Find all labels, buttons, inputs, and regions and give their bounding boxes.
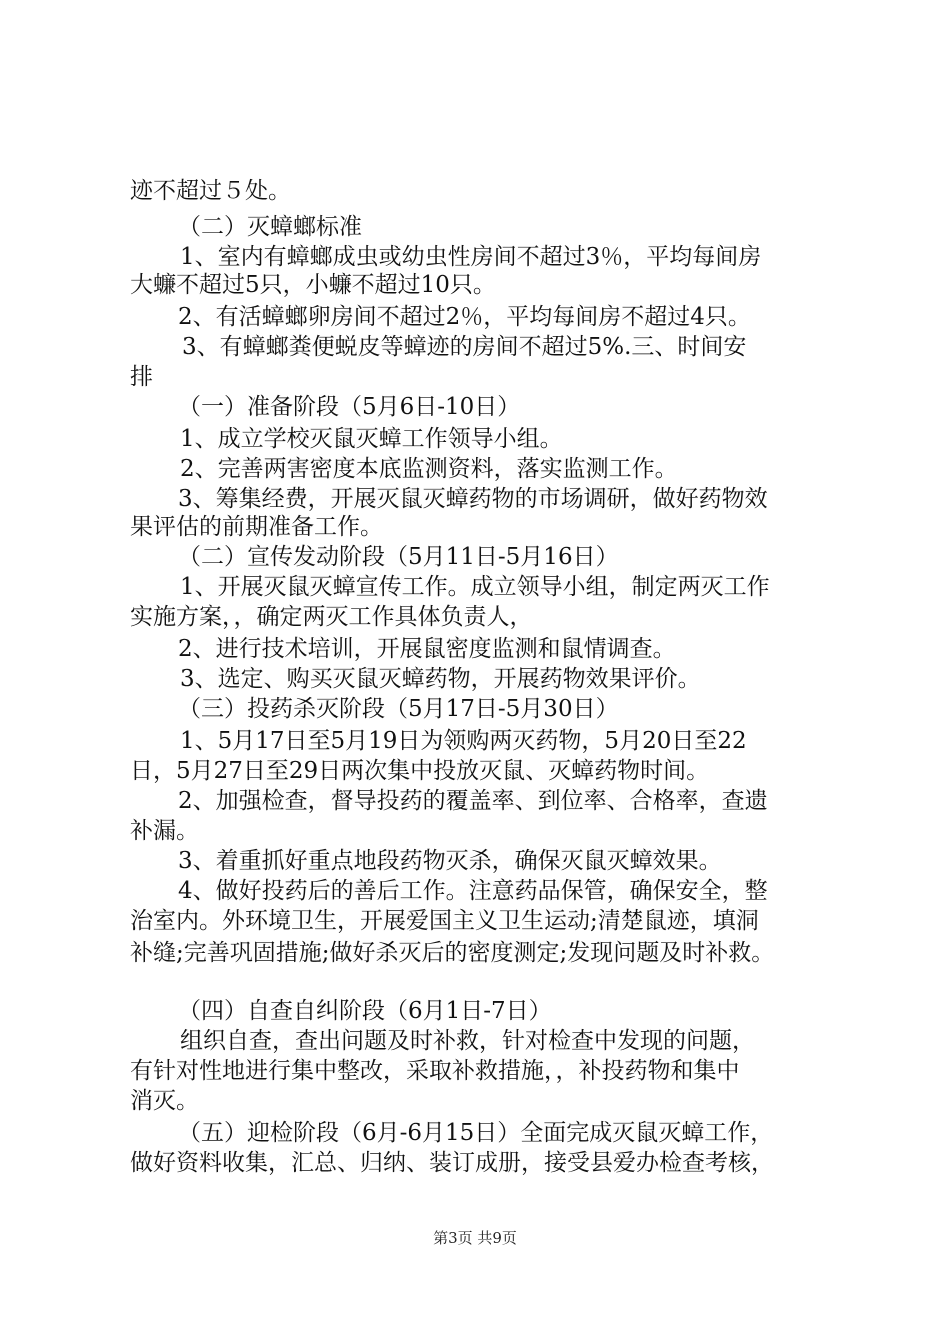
text-line: 3、着重抓好重点地段药物灭杀，确保灭鼠灭蟑效果。	[178, 848, 722, 874]
text-line: 日，5月27日至29日两次集中投放灭鼠、灭蟑药物时间。	[130, 758, 710, 784]
text-line: 1、开展灭鼠灭蟑宣传工作。成立领导小组，制定两灭工作	[180, 574, 770, 600]
text-line: 组织自查，查出问题及时补救，针对检查中发现的问题，	[180, 1028, 755, 1054]
text-line: 1、5月17日至5月19日为领购两灭药物，5月20日至22	[180, 728, 747, 754]
section-heading: （五）迎检阶段（6月-6月15日）全面完成灭鼠灭蟑工作，	[178, 1120, 774, 1146]
section-heading: （三）投药杀灭阶段（5月17日-5月30日）	[178, 696, 619, 722]
text-line: 治室内。外环境卫生，开展爱国主义卫生运动;清楚鼠迹，填洞	[130, 908, 759, 934]
text-line: 2、完善两害密度本底监测资料，落实监测工作。	[180, 456, 678, 482]
text-line: 补缝;完善巩固措施;做好杀灭后的密度测定;发现问题及时补救。	[130, 940, 775, 966]
section-heading: （二）灭蟑螂标准	[178, 214, 362, 240]
text-line: 做好资料收集，汇总、归纳、装订成册，接受县爱办检查考核，	[130, 1150, 774, 1176]
text-line: 2、加强检查，督导投药的覆盖率、到位率、合格率，查遗	[178, 788, 768, 814]
section-heading: （四）自查自纠阶段（6月1日-7日）	[178, 998, 552, 1024]
text-line: 3、选定、购买灭鼠灭蟑药物，开展药物效果评价。	[180, 666, 701, 692]
text-line: 有针对性地进行集中整改，采取补救措施，，补投药物和集中	[130, 1058, 740, 1084]
text-line: 3、筹集经费，开展灭鼠灭蟑药物的市场调研，做好药物效	[178, 486, 768, 512]
text-line: 补漏。	[130, 818, 199, 844]
text-line: 2、进行技术培训，开展鼠密度监测和鼠情调查。	[178, 636, 676, 662]
section-heading: （一）准备阶段（5月6日-10日）	[178, 394, 521, 420]
text-line: 大蠊不超过5只，小蠊不超过10只。	[130, 272, 496, 298]
text-line: 4、做好投药后的善后工作。注意药品保管，确保安全，整	[178, 878, 768, 904]
section-heading: （二）宣传发动阶段（5月11日-5月16日）	[178, 544, 619, 570]
text-line: 1、成立学校灭鼠灭蟑工作领导小组。	[180, 426, 563, 452]
page-footer: 第3页 共9页	[433, 1229, 517, 1247]
text-line: 实施方案，，确定两灭工作具体负责人，	[130, 604, 533, 630]
text-line: 迹不超过５处。	[130, 178, 291, 204]
text-line: 消灭。	[130, 1088, 199, 1114]
text-line: 1、室内有蟑螂成虫或幼虫性房间不超过3％，平均每间房	[180, 244, 762, 270]
text-line: 2、有活蟑螂卵房间不超过2％，平均每间房不超过4只。	[178, 304, 751, 330]
text-line: 3、有蟑螂粪便蜕皮等蟑迹的房间不超过5%.三、时间安	[182, 334, 747, 360]
text-line: 果评估的前期准备工作。	[130, 514, 383, 540]
text-line: 排	[130, 364, 153, 390]
